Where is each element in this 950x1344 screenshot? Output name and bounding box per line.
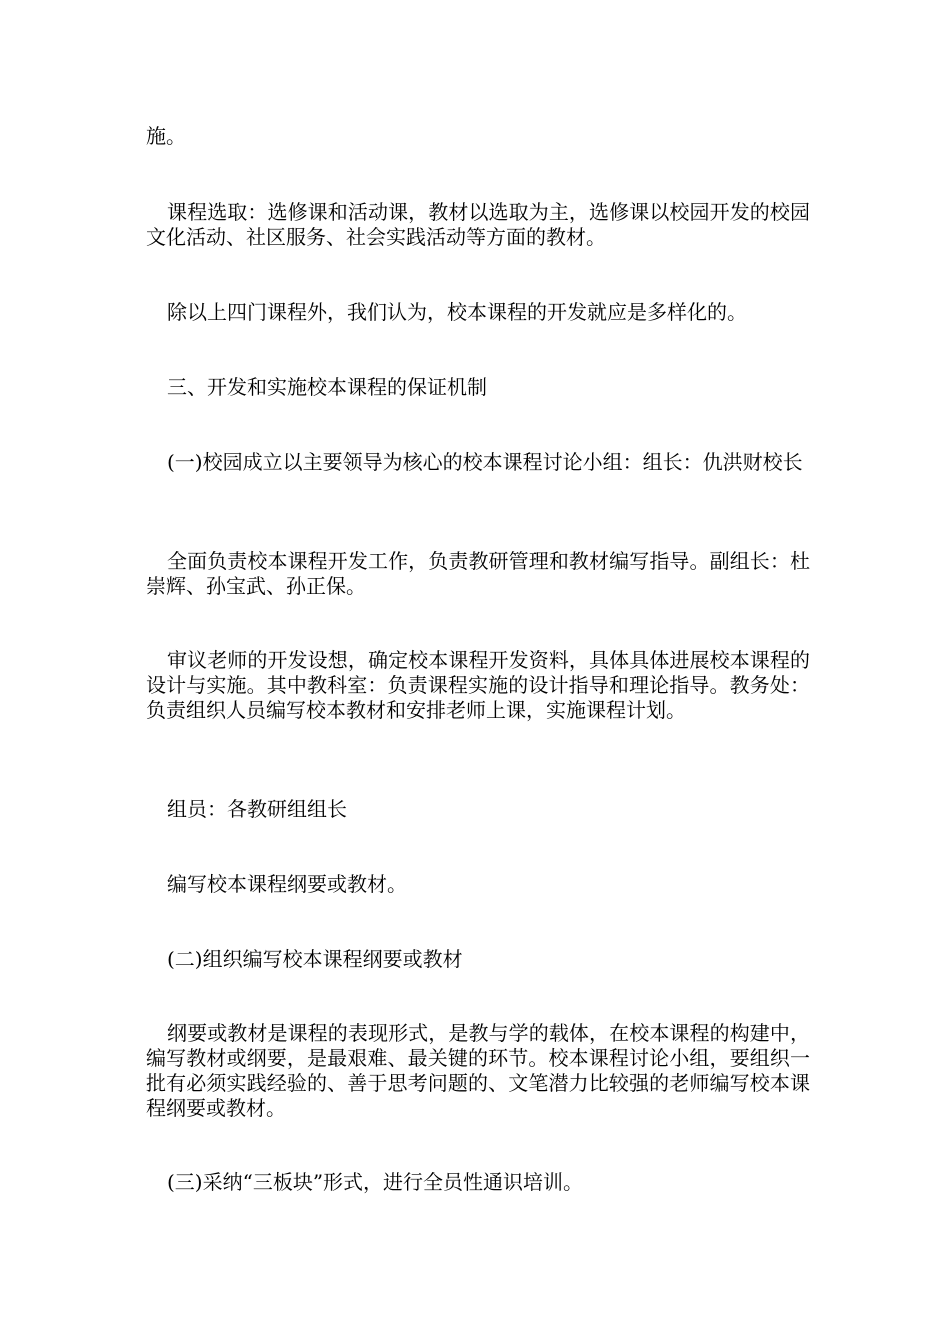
paragraph-research-group: (一)校园成立以主要领导为核心的校本课程讨论小组：组长：仇洪财校长 <box>167 450 803 474</box>
subheading-compile-outline: (二)组织编写校本课程纲要或教材 <box>167 947 463 971</box>
paragraph-members: 组员：各教研组组长 <box>167 797 347 821</box>
paragraph-diversity: 除以上四门课程外，我们认为，校本课程的开发就应是多样化的。 <box>167 300 747 324</box>
paragraph-continuation: 施。 <box>146 124 186 148</box>
paragraph-outline-description: 纲要或教材是课程的表现形式，是教与学的载体，在校本课程的构建中，编写教材或纲要，是最艰难、最关键的环节。校本课程讨论小组，要组织一批有必须实践经验的、善于思考问题的、文笔潜力比较强的老师编写校本课程纲要或教材。 <box>146 1021 810 1120</box>
paragraph-review: 审议老师的开发设想，确定校本课程开发资料，具体具体进展校本课程的设计与实施。其中教科室：负责课程实施的设计指导和理论指导。教务处：负责组织人员编写校本教材和安排老师上课，实施课程计划。 <box>146 648 810 722</box>
paragraph-responsibilities: 全面负责校本课程开发工作，负责教研管理和教材编写指导。副组长：杜崇辉、孙宝武、孙正保。 <box>146 549 810 598</box>
paragraph-course-selection: 课程选取：选修课和活动课，教材以选取为主，选修课以校园开发的校园文化活动、社区服务、社会实践活动等方面的教材。 <box>146 200 810 249</box>
section-heading-guarantee: 三、开发和实施校本课程的保证机制 <box>167 375 487 399</box>
paragraph-compile: 编写校本课程纲要或教材。 <box>167 872 407 896</box>
subheading-three-blocks: (三)采纳“三板块”形式，进行全员性通识培训。 <box>167 1170 584 1194</box>
